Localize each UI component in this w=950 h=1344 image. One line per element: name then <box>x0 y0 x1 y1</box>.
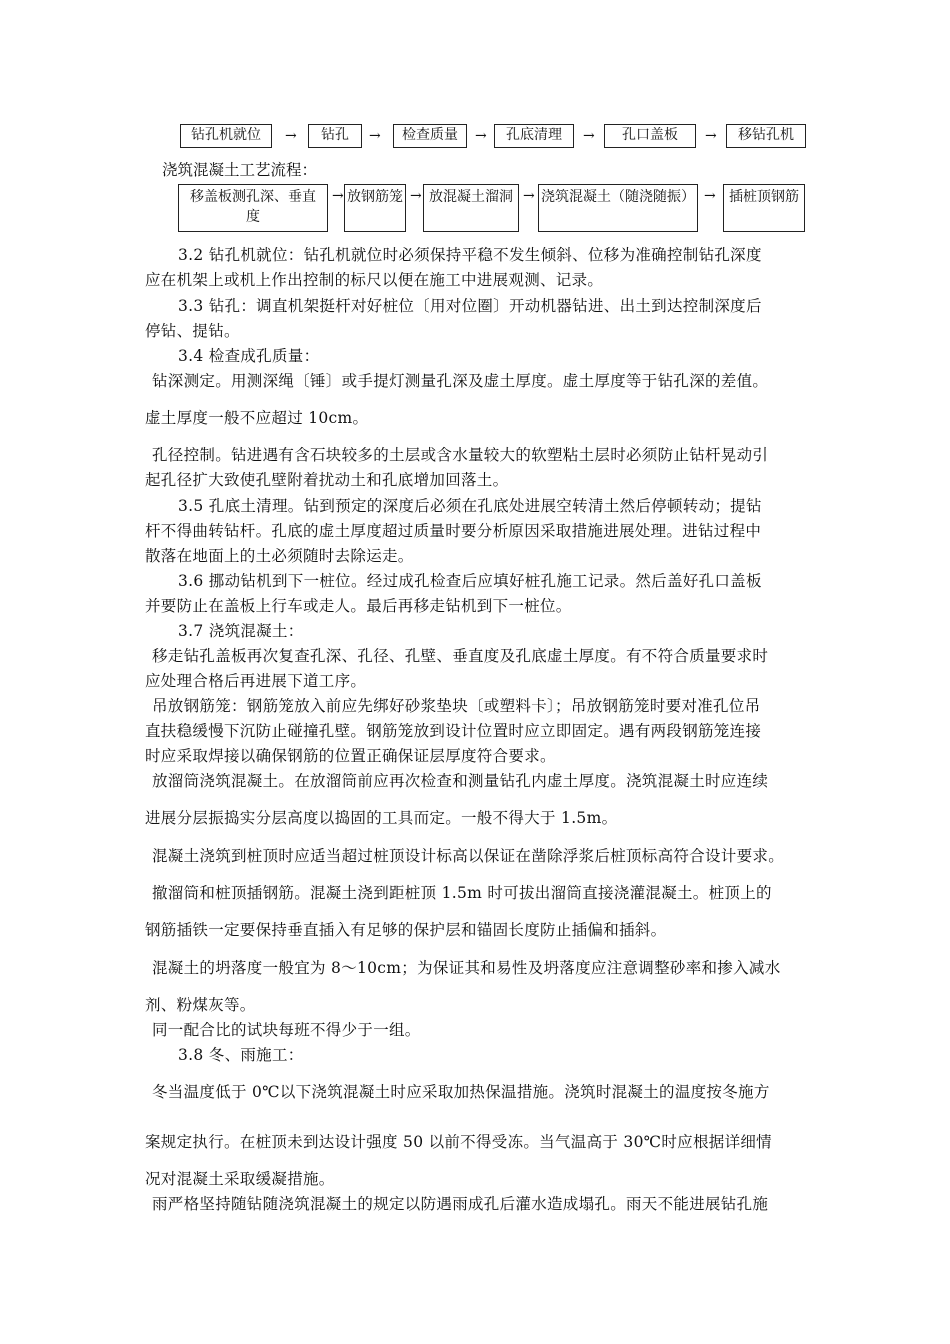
flow2-arrow-icon: → <box>523 188 535 204</box>
flow2-arrow-icon: → <box>410 188 422 204</box>
text-line: 3.6 挪动钻机到下一桩位。经过成孔检查后应填好桩孔施工记录。然后盖好孔口盖板 <box>178 572 762 590</box>
text-line: 雨严格坚持随钻随浇筑混凝土的规定以防遇雨成孔后灌水造成塌孔。雨天不能进展钻孔施 <box>152 1195 769 1213</box>
text-line: 3.3 钻孔：调直机架挺杆对好桩位〔用对位圈〕开动机器钻进、出土到达控制深度后 <box>178 297 762 315</box>
flow1-arrow-icon: → <box>369 128 381 144</box>
text-line: 混凝土浇筑到桩顶时应适当超过桩顶设计标高以保证在凿除浮浆后桩顶标高符合设计要求。 <box>152 847 785 865</box>
flow2-step-chute: 放混凝土溜洞 <box>423 184 519 232</box>
text-line: 虚土厚度一般不应超过 10cm。 <box>145 409 369 427</box>
text-line: 吊放钢筋笼：钢筋笼放入前应先绑好砂浆垫块〔或塑料卡〕；吊放钢筋笼时要对准孔位吊 <box>152 697 761 715</box>
flow1-arrow-icon: → <box>285 128 297 144</box>
text-line: 3.5 孔底土清理。钻到预定的深度后必须在孔底处进展空转清土然后停顿转动；提钻 <box>178 497 762 515</box>
text-line: 应处理合格后再进展下道工序。 <box>145 672 367 690</box>
text-line: 混凝土的坍落度一般宜为 8～10cm；为保证其和易性及坍落度应注意调整砂率和掺入减水 <box>152 959 781 977</box>
text-line: 钻深测定。用测深绳〔锤〕或手提灯测量孔深及虚土厚度。虚土厚度等于钻孔深的差值。 <box>152 372 769 390</box>
text-line: 冬当温度低于 0℃以下浇筑混凝土时应采取加热保温措施。浇筑时混凝土的温度按冬施方 <box>152 1083 770 1101</box>
text-line: 散落在地面上的土必须随时去除运走。 <box>145 547 414 565</box>
text-line: 孔径控制。钻进遇有含石块较多的土层或含水量较大的软塑粘土层时必须防止钻杆晃动引 <box>152 446 769 464</box>
text-line: 剂、粉煤灰等。 <box>145 996 256 1014</box>
text-line: 况对混凝土采取缓凝措施。 <box>145 1170 335 1188</box>
flow1-arrow-icon: → <box>583 128 595 144</box>
flow1-step-move-drill: 移钻孔机 <box>726 124 806 148</box>
text-line: 同一配合比的试块每班不得少于一组。 <box>152 1021 421 1039</box>
text-line: 案规定执行。在桩顶未到达设计强度 50 以前不得受冻。当气温高于 30℃时应根据详细情 <box>145 1133 772 1151</box>
text-line: 杆不得曲转钻杆。孔底的虚土厚度超过质量时要分析原因采取措施进展处理。进钻过程中 <box>145 522 762 540</box>
flow2-step-rebar: 插桩顶钢筋 <box>723 184 805 232</box>
flow1-step-hole-cover: 孔口盖板 <box>604 124 696 148</box>
text-line: 3.4 检查成孔质量： <box>178 347 320 365</box>
text-line: 3.7 浇筑混凝土： <box>178 622 304 640</box>
flow1-arrow-icon: → <box>475 128 487 144</box>
flow2-step-pour: 浇筑混凝土（随浇随振） <box>538 184 698 232</box>
flow1-step-bottom-cleaning: 孔底清理 <box>494 124 574 148</box>
text-line: 并要防止在盖板上行车或走人。最后再移走钻机到下一桩位。 <box>145 597 572 615</box>
text-line: 钢筋插铁一定要保持垂直插入有足够的保护层和锚固长度防止插偏和插斜。 <box>145 921 667 939</box>
text-line: 放溜筒浇筑混凝土。在放溜筒前应再次检查和测量钻孔内虚土厚度。浇筑混凝土时应连续 <box>152 772 769 790</box>
text-line: 移走钻孔盖板再次复查孔深、孔径、孔壁、垂直度及孔底虚土厚度。有不符合质量要求时 <box>152 647 769 665</box>
text-line: 直扶稳缓慢下沉防止碰撞孔壁。钢筋笼放到设计位置时应立即固定。遇有两段钢筋笼连接 <box>145 722 762 740</box>
text-line: 撤溜筒和桩顶插钢筋。混凝土浇到距桩顶 1.5m 时可拔出溜筒直接浇灌混凝土。桩顶上的 <box>152 884 772 902</box>
flow2-step-cage: 放钢筋笼 <box>344 184 406 232</box>
text-line: 起孔径扩大致使孔壁附着扰动土和孔底增加回落土。 <box>145 471 509 489</box>
flow2-arrow-icon: → <box>704 188 716 204</box>
text-line: 进展分层振捣实分层高度以捣固的工具而定。一般不得大于 1.5m。 <box>145 809 618 827</box>
flow1-arrow-icon: → <box>705 128 717 144</box>
flow1-step-check-quality: 检查质量 <box>393 124 467 148</box>
flow1-step-drilling: 钻孔 <box>308 124 362 148</box>
text-line: 应在机架上或机上作出控制的标尺以便在施工中进展观测、记录。 <box>145 271 604 289</box>
flow2-caption: 浇筑混凝土工艺流程： <box>162 161 318 179</box>
text-line: 3.2 钻孔机就位：钻孔机就位时必须保持平稳不发生倾斜、位移为准确控制钻孔深度 <box>178 246 762 264</box>
flow2-step-measure: 移盖板测孔深、垂直度 <box>178 184 328 232</box>
flow2-arrow-icon: → <box>332 188 344 204</box>
text-line: 时应采取焊接以确保钢筋的位置正确保证层厚度符合要求。 <box>145 747 556 765</box>
text-line: 3.8 冬、雨施工： <box>178 1046 304 1064</box>
text-line: 停钻、提钻。 <box>145 322 240 340</box>
flow1-step-drill-positioning: 钻孔机就位 <box>180 124 272 148</box>
